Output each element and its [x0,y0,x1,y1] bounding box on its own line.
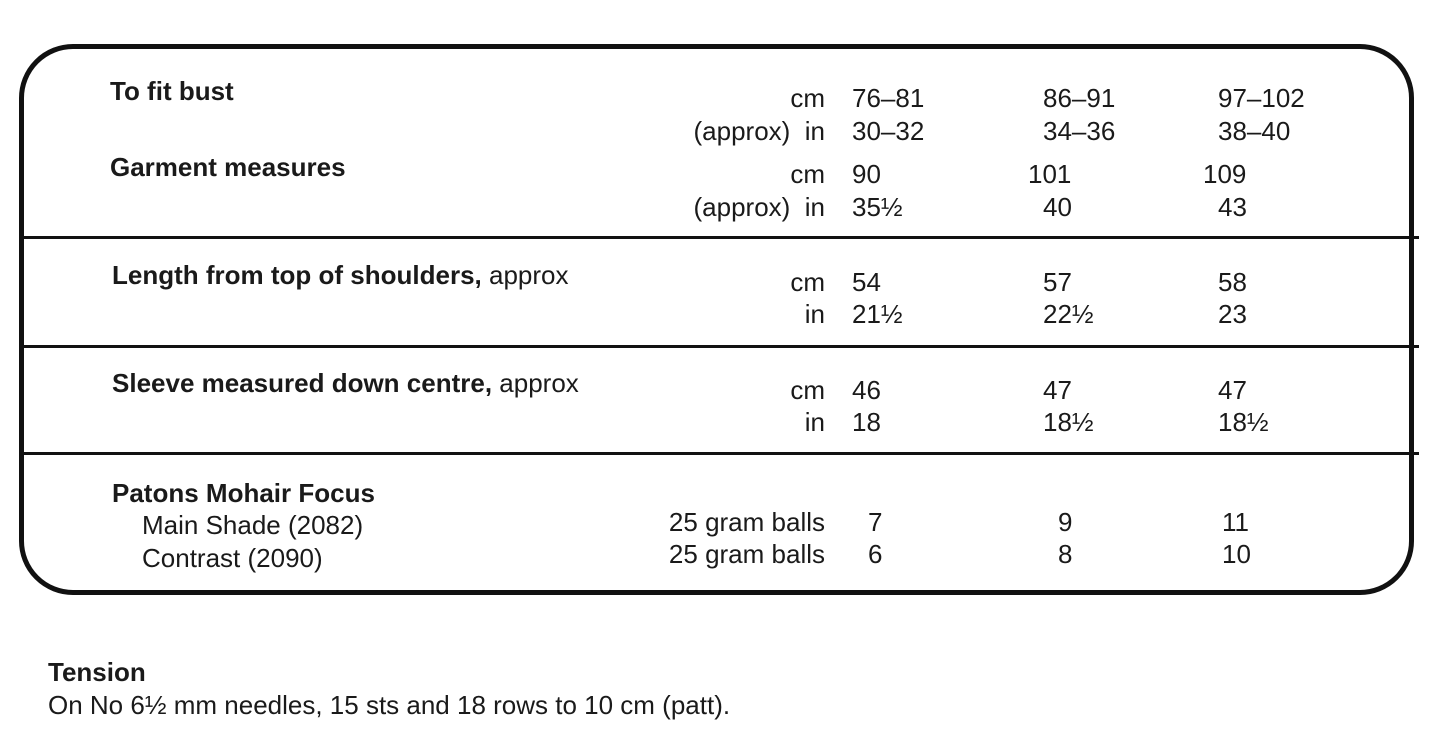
contrast-label: Contrast (2090) [142,543,323,573]
sleeve-cm-size-1: 46 [852,375,881,405]
garment-cm-size-1: 90 [852,159,881,189]
table-divider [19,345,1419,348]
garment-in-size-1: 35½ [852,192,903,222]
length-cm-unit: cm [790,267,825,297]
sleeve-cm-size-3: 47 [1218,375,1247,405]
length-label: Length from top of shoulders, [112,260,482,290]
main-shade-unit: 25 gram balls [668,507,825,537]
garment-cm-size-2: 101 [1028,159,1072,189]
sleeve-in-unit: in [804,407,825,437]
main-shade-size-3: 11 [1222,507,1249,537]
length-label-row [112,260,569,290]
bust-cm-size-1: 76–81 [852,83,925,113]
main-shade-label: Main Shade (2082) [142,510,364,540]
length-in-size-2: 22½ [1043,299,1094,329]
table-divider [19,452,1419,455]
yarn-label: Patons Mohair Focus [112,478,375,508]
sleeve-label-row [112,368,579,398]
bust-cm-size-3: 97–102 [1218,83,1305,113]
tension-heading: Tension [48,657,146,687]
bust-cm-size-2: 86–91 [1043,83,1116,113]
bust-in-size-2: 34–36 [1043,116,1116,146]
sleeve-in-size-3: 18½ [1218,407,1269,437]
contrast-unit: 25 gram balls [668,539,825,569]
sleeve-label: Sleeve measured down centre, [112,368,493,398]
length-in-size-3: 23 [1218,299,1247,329]
garment-cm-unit: cm [790,159,825,189]
bust-in-size-3: 38–40 [1218,116,1291,146]
garment-label: Garment measures [110,152,346,182]
length-cm-size-3: 58 [1218,267,1247,297]
contrast-size-3: 10 [1222,539,1251,569]
contrast-size-2: 8 [1058,539,1073,569]
sleeve-approx: approx [499,368,579,398]
length-in-size-1: 21½ [852,299,903,329]
length-cm-size-2: 57 [1043,267,1072,297]
sleeve-cm-unit: cm [790,375,825,405]
bust-label: To fit bust [110,76,234,106]
length-cm-size-1: 54 [852,267,881,297]
garment-cm-size-3: 109 [1203,159,1247,189]
sleeve-in-size-1: 18 [852,407,881,437]
bust-cm-unit: cm [790,83,825,113]
garment-in-size-3: 43 [1218,192,1247,222]
main-shade-size-2: 9 [1058,507,1073,537]
sleeve-cm-size-2: 47 [1043,375,1072,405]
main-shade-size-1: 7 [868,507,883,537]
bust-in-size-1: 30–32 [852,116,925,146]
garment-in-size-2: 40 [1043,192,1072,222]
bust-in-unit: (approx) in [693,116,825,146]
garment-in-unit: (approx) in [693,192,825,222]
length-in-unit: in [804,299,825,329]
length-approx: approx [489,260,569,290]
table-divider [19,236,1419,239]
tension-text: On No 6½ mm needles, 15 sts and 18 rows to 10 cm (patt). [48,690,731,720]
sleeve-in-size-2: 18½ [1043,407,1094,437]
contrast-size-1: 6 [868,539,883,569]
